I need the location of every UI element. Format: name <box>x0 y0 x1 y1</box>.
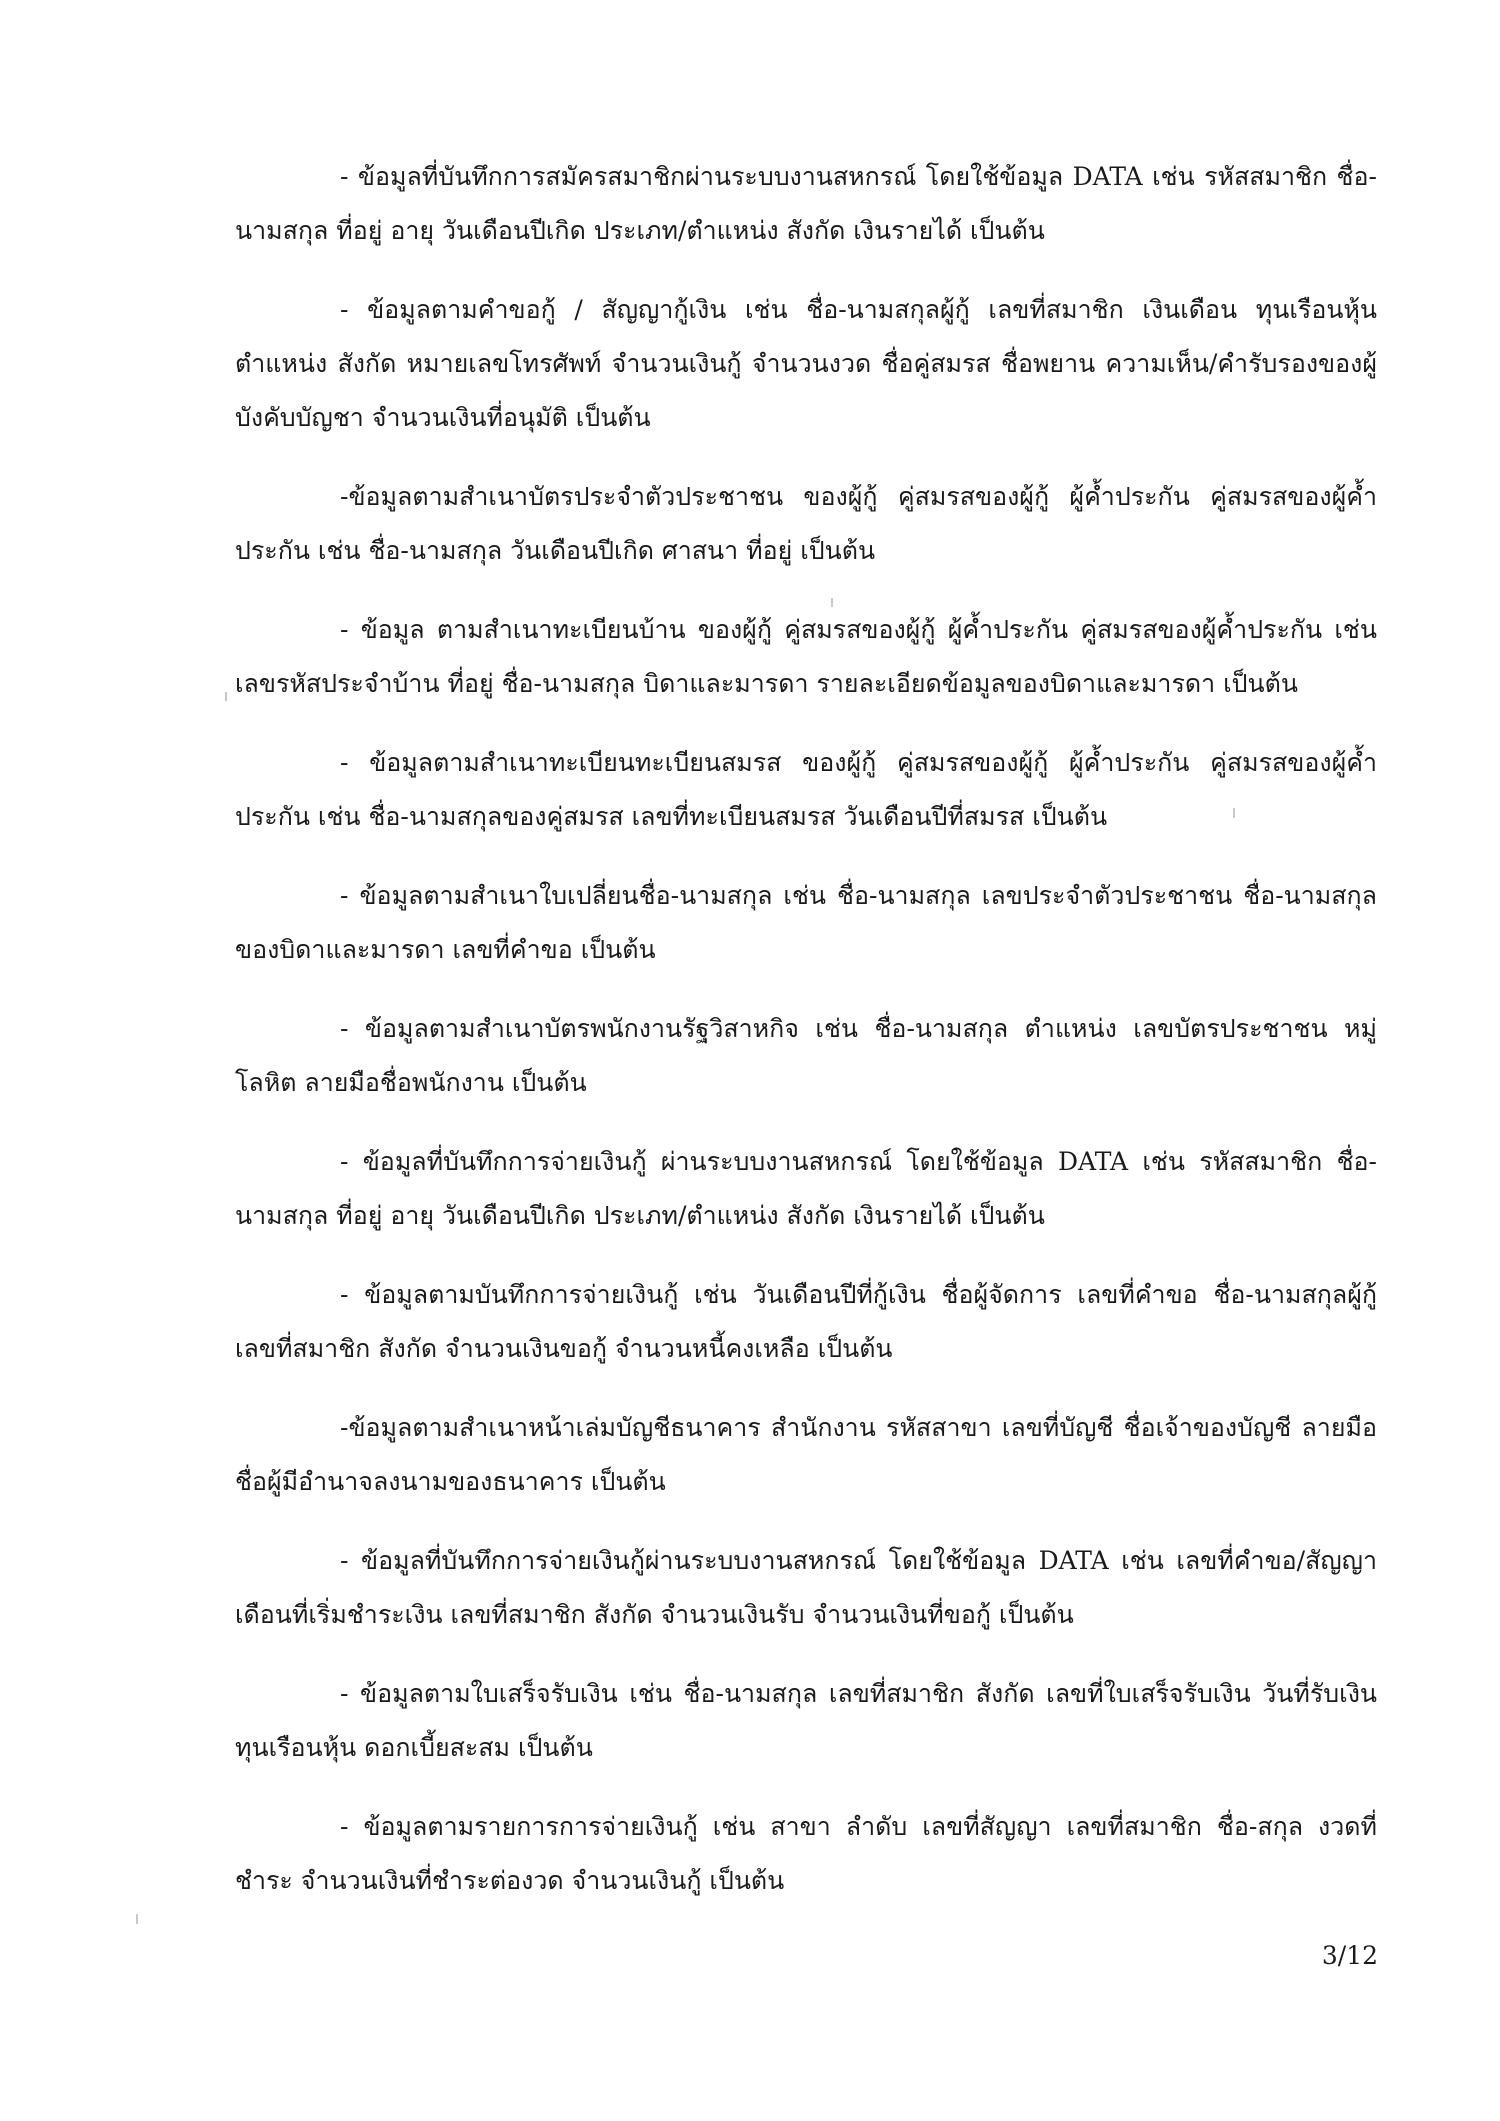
scan-mark-left-1 <box>225 692 227 701</box>
paragraph-house-registration-copy: - ข้อมูล ตามสำเนาทะเบียนบ้าน ของผู้กู้ คู่สมรสของผู้กู้ ผู้ค้ำประกัน คู่สมรสของผู้ค้ำประกัน เช่น เลขรหัสประจำบ้าน ที่อยู่ ชื่อ-นามสกุล บิดาและมารดา รายละเอียดข้อมูลของบิดาและมารดา เป็นต้น <box>235 615 1377 698</box>
page-number: 3/12 <box>1321 1941 1378 1970</box>
paragraph-loan-application: - ข้อมูลตามคำขอกู้ / สัญญากู้เงิน เช่น ชื่อ-นามสกุลผู้กู้ เลขที่สมาชิก เงินเดือน ทุนเรือนหุ้น ตำแหน่ง สังกัด หมายเลขโทรศัพท์ จำนวนเงินกู้ จำนวนงวด ชื่อคู่สมรส ชื่อพยาน ความเห็น/คำรับรองของผู้บังคับบัญชา จำนวนเงินที่อนุมัติ เป็นต้น <box>235 295 1377 432</box>
paragraph-id-card-copy: -ข้อมูลตามสำเนาบัตรประจำตัวประชาชน ของผู้กู้ คู่สมรสของผู้กู้ ผู้ค้ำประกัน คู่สมรสของผู้ค้ำประกัน เช่น ชื่อ-นามสกุล วันเดือนปีเกิด ศาสนา ที่อยู่ เป็นต้น <box>235 482 1377 565</box>
paragraph-loan-payment-memo: - ข้อมูลตามบันทึกการจ่ายเงินกู้ เช่น วันเดือนปีที่กู้เงิน ชื่อผู้จัดการ เลขที่คำขอ ชื่อ-นามสกุลผู้กู้ เลขที่สมาชิก สังกัด จำนวนเงินขอกู้ จำนวนหนี้คงเหลือ เป็นต้น <box>235 1280 1377 1363</box>
paragraph-loan-payment-system-record: - ข้อมูลที่บันทึกการจ่ายเงินกู้ ผ่านระบบงานสหกรณ์ โดยใช้ข้อมูล DATA เช่น รหัสสมาชิก ชื่อ-นามสกุล ที่อยู่ อายุ วันเดือนปีเกิด ประเภท/ตำแหน่ง สังกัด เงินรายได้ เป็นต้น <box>235 1147 1377 1230</box>
paragraph-receipt: - ข้อมูลตามใบเสร็จรับเงิน เช่น ชื่อ-นามสกุล เลขที่สมาชิก สังกัด เลขที่ใบเสร็จรับเงิน วันที่รับเงิน ทุนเรือนหุ้น ดอกเบี้ยสะสม เป็นต้น <box>235 1679 1377 1762</box>
paragraph-member-registration: - ข้อมูลที่บันทึกการสมัครสมาชิกผ่านระบบงานสหกรณ์ โดยใช้ข้อมูล DATA เช่น รหัสสมาชิก ชื่อ-นามสกุล ที่อยู่ อายุ วันเดือนปีเกิด ประเภท/ตำแหน่ง สังกัด เงินรายได้ เป็นต้น <box>235 162 1377 245</box>
paragraph-marriage-registration-copy: - ข้อมูลตามสำเนาทะเบียนทะเบียนสมรส ของผู้กู้ คู่สมรสของผู้กู้ ผู้ค้ำประกัน คู่สมรสของผู้ค้ำประกัน เช่น ชื่อ-นามสกุลของคู่สมรส เลขที่ทะเบียนสมรส วันเดือนปีที่สมรส เป็นต้น <box>235 748 1377 831</box>
paragraph-loan-payment-list: - ข้อมูลตามรายการการจ่ายเงินกู้ เช่น สาขา ลำดับ เลขที่สัญญา เลขที่สมาชิก ชื่อ-สกุล งวดที่ชำระ จำนวนเงินที่ชำระต่องวด จำนวนเงินกู้ เป็นต้น <box>235 1812 1377 1895</box>
paragraph-name-change-copy: - ข้อมูลตามสำเนาใบเปลี่ยนชื่อ-นามสกุล เช่น ชื่อ-นามสกุล เลขประจำตัวประชาชน ชื่อ-นามสกุลของบิดาและมารดา เลขที่คำขอ เป็นต้น <box>235 881 1377 964</box>
paragraph-bank-book-copy: -ข้อมูลตามสำเนาหน้าเล่มบัญชีธนาคาร สำนักงาน รหัสสาขา เลขที่บัญชี ชื่อเจ้าของบัญชี ลายมือชื่อผู้มีอำนาจลงนามของธนาคาร เป็นต้น <box>235 1413 1377 1496</box>
paragraph-loan-disbursement-system-record: - ข้อมูลที่บันทึกการจ่ายเงินกู้ผ่านระบบงานสหกรณ์ โดยใช้ข้อมูล DATA เช่น เลขที่คำขอ/สัญญา เดือนที่เริ่มชำระเงิน เลขที่สมาชิก สังกัด จำนวนเงินรับ จำนวนเงินที่ขอกู้ เป็นต้น <box>235 1546 1377 1629</box>
document-body <box>235 150 1377 1933</box>
scan-mark-left-2 <box>136 1914 138 1924</box>
paragraph-employee-card-copy: - ข้อมูลตามสำเนาบัตรพนักงานรัฐวิสาหกิจ เช่น ชื่อ-นามสกุล ตำแหน่ง เลขบัตรประชาชน หมู่โลหิต ลายมือชื่อพนักงาน เป็นต้น <box>235 1014 1377 1097</box>
